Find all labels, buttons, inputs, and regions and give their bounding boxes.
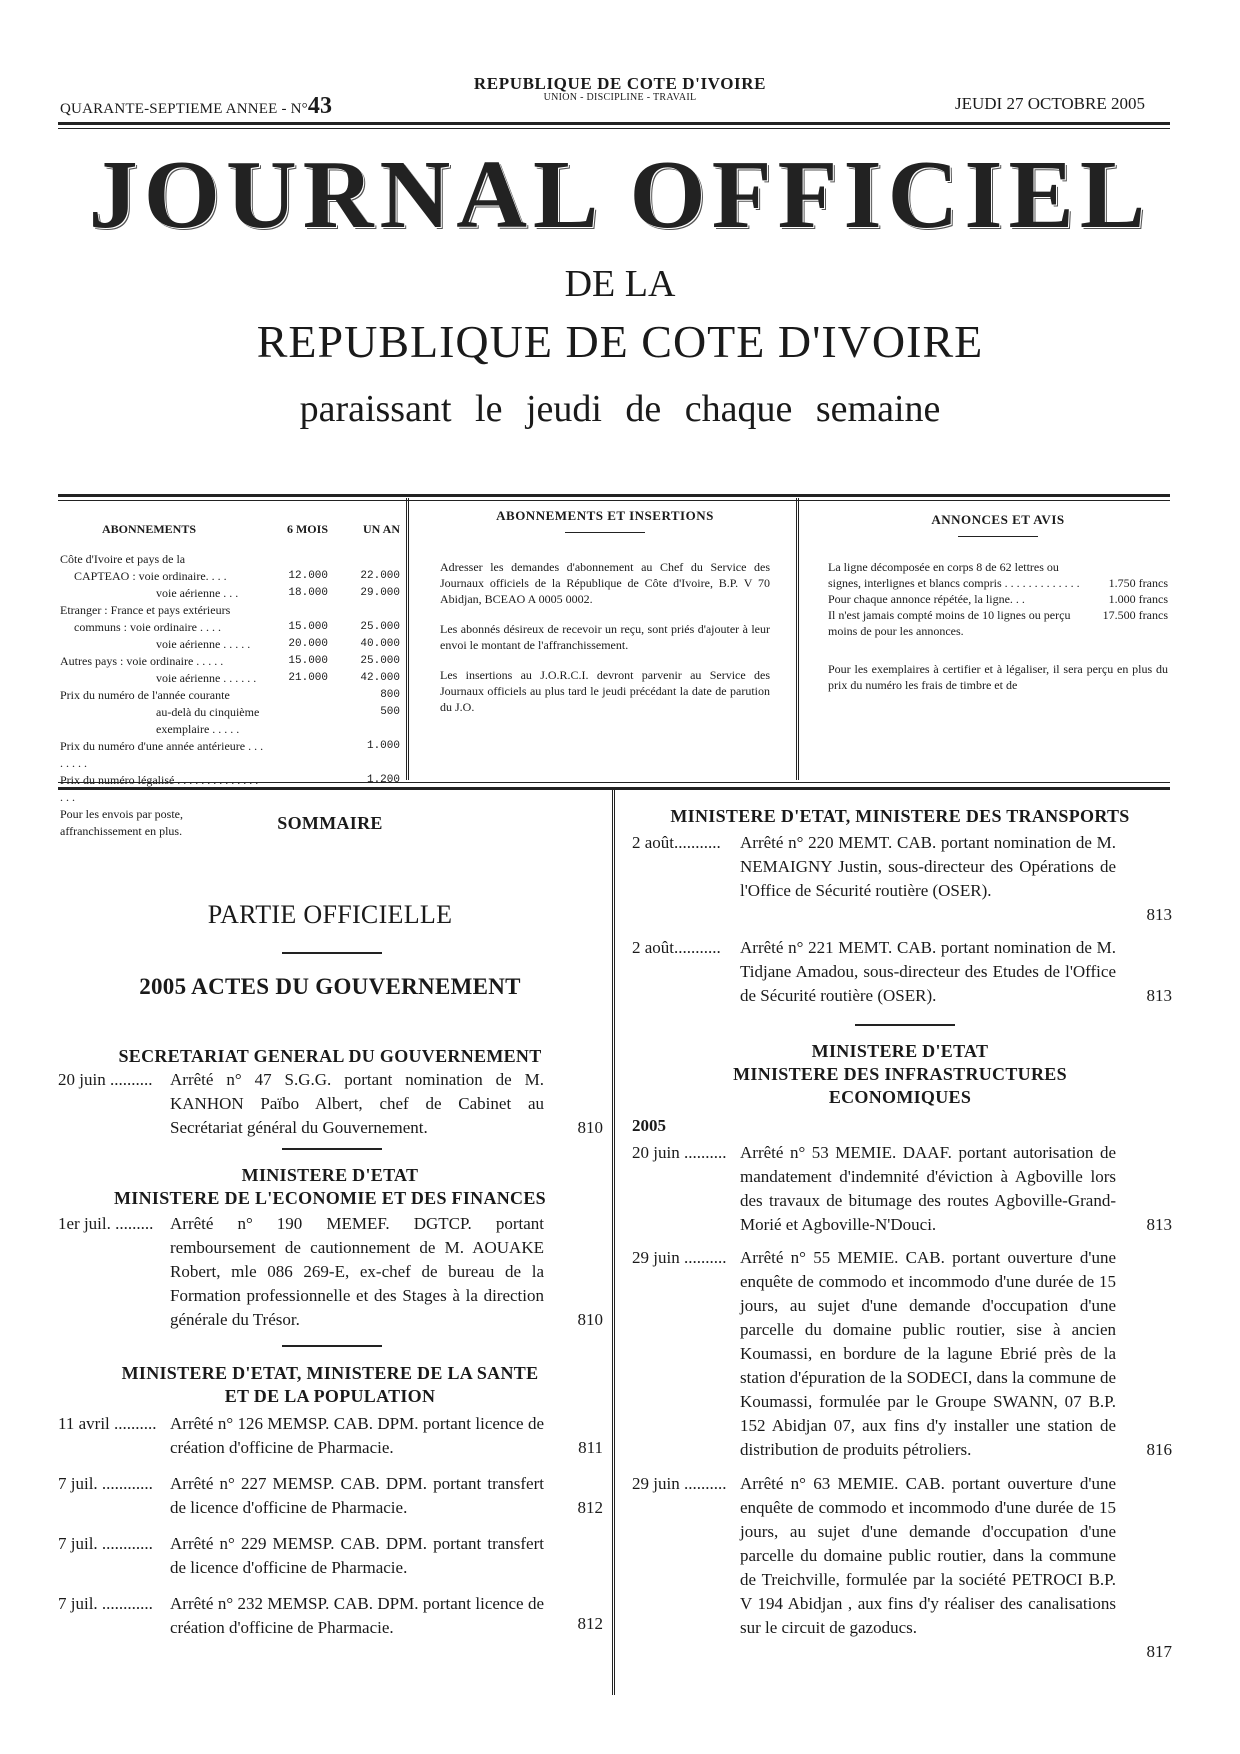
one-year-price: 1.000 — [366, 740, 400, 752]
one-year-price: 25.000 — [360, 621, 400, 633]
abonnements-row-label: voie aérienne . . . . . . — [156, 671, 257, 685]
abonnements-row — [60, 636, 400, 653]
sante-heading-1: MINISTERE D'ETAT, MINISTERE DE LA SANTE — [121, 1363, 539, 1383]
entry-date: 11 avril .......... — [58, 1414, 157, 1433]
abonnements-row — [60, 653, 400, 670]
entry-date: 7 juil. ............ — [58, 1474, 153, 1493]
entry-date: 20 juin .......... — [58, 1070, 153, 1089]
summary-entry — [632, 1141, 1172, 1237]
insertions-para-1: Adresser les demandes d'abonnement au Chef du Service des Journaux officiels de la République de Côte d'Ivoire, B.P. V 70 Abidjan, BCEAO A 0005 0002. — [440, 560, 770, 606]
entry-date: 7 juil. ............ — [58, 1594, 153, 1613]
entry-text: Arrêté n° 190 MEMEF. DGTCP. portant remboursement de cautionnement de M. AOUAKE Robert, mle 086 269-E, ex-chef de bureau de la Formation professionnelle et des Stages à la direction générale du Trésor. — [170, 1214, 544, 1329]
abonnements-row-label: Prix du numéro légalisé . . . . . . . . . . . . . . . . . — [60, 773, 259, 804]
entry-date: 7 juil. ............ — [58, 1534, 153, 1553]
summary-entry — [632, 1246, 1172, 1462]
annonces-column — [828, 508, 1168, 693]
entry-page: 813 — [1146, 986, 1172, 1005]
abonnements-row — [60, 602, 400, 619]
sommaire-heading: SOMMAIRE — [277, 813, 383, 833]
box-divider — [406, 498, 409, 780]
entry-page: 811 — [578, 1438, 603, 1457]
entry-page: 810 — [577, 1310, 603, 1329]
insertions-para-3: Les insertions au J.O.R.C.I. devront parvenir au Service des Journaux officiels au plus tard le jeudi précédant la date de parution du J.O. — [440, 668, 770, 714]
actes-heading: 2005 ACTES DU GOUVERNEMENT — [139, 974, 521, 999]
entry-text: Arrêté n° 221 MEMT. CAB. portant nomination de M. Tidjane Amadou, sous-directeur des Etudes de l'Office de Sécurité routière (OSER). — [740, 938, 1116, 1005]
abonnements-row-label: Côte d'Ivoire et pays de la — [60, 552, 186, 566]
entry-page: 810 — [577, 1118, 603, 1137]
infra-heading-3: ECONOMIQUES — [828, 1087, 972, 1107]
abonnements-header — [60, 522, 400, 537]
entry-page: 813 — [1146, 905, 1172, 924]
section-separator — [282, 1345, 382, 1347]
entry-page: 812 — [577, 1614, 603, 1633]
one-year-price — [328, 602, 400, 619]
box-top-rule — [58, 494, 1170, 497]
one-year-price: 500 — [380, 706, 400, 718]
one-year-price: 1.200 — [366, 774, 400, 786]
entry-date: 29 juin .......... — [632, 1248, 727, 1267]
section-separator — [282, 952, 382, 954]
abonnements-row-label: Autres pays : voie ordinaire . . . . . — [60, 654, 224, 668]
column-divider — [612, 790, 615, 1695]
six-months-header: 6 MOIS — [286, 522, 328, 536]
entry-page: 817 — [1146, 1642, 1172, 1661]
six-months-price: 12.000 — [288, 570, 328, 582]
summary-entry — [632, 831, 1172, 927]
insertions-title-rule — [565, 532, 645, 533]
summary-entry — [632, 1472, 1172, 1664]
six-months-price: 21.000 — [288, 672, 328, 684]
masthead-country: REPUBLIQUE DE COTE D'IVOIRE — [256, 316, 984, 367]
summary-entry — [58, 1472, 603, 1520]
insertions-para-2: Les abonnés désireux de recevoir un reçu, sont priés d'ajouter à leur envoi le montant de l'affranchissement. — [440, 622, 770, 652]
infra-heading-1: MINISTERE D'ETAT — [811, 1041, 989, 1061]
mef-heading-2: MINISTERE DE L'ECONOMIE ET DES FINANCES — [114, 1188, 546, 1208]
infra-heading-2: MINISTERE DES INFRASTRUCTURES — [733, 1064, 1067, 1084]
annonces-row — [828, 591, 1168, 607]
annonces-row — [828, 607, 1168, 639]
abonnements-row-label: Prix du numéro d'une année antérieure . . . . . . . . — [60, 739, 264, 770]
partie-officielle-heading: PARTIE OFFICIELLE — [207, 900, 453, 929]
entry-text: Arrêté n° 63 MEMIE. CAB. portant ouverture d'une enquête de commodo et incommodo d'une durée de 15 jours, au sujet d'une demande d'occupation d'une parcelle du domaine public routier, dans la commune de Treichville, formulée par la société PETROCI B.P. V 194 Abidjan , aux fins d'y réaliser des canalisations sur le circuit de gazoducs. — [740, 1474, 1116, 1637]
sgg-heading: SECRETARIAT GENERAL DU GOUVERNEMENT — [118, 1046, 542, 1066]
annonces-repeat-rate: Pour chaque annonce répétée, la ligne. . . — [828, 592, 1025, 606]
abonnements-row-label: communs : voie ordinaire . . . . — [74, 620, 221, 634]
entry-page: 816 — [1146, 1440, 1172, 1459]
national-motto: UNION - DISCIPLINE - TRAVAIL — [543, 92, 697, 103]
entry-date: 1er juil. ......... — [58, 1214, 154, 1233]
insertions-title: ABONNEMENTS ET INSERTIONS — [496, 508, 714, 523]
one-year-price: 42.000 — [360, 672, 400, 684]
box-bottom-rule-thin — [58, 782, 1170, 783]
one-year-price: 29.000 — [360, 587, 400, 599]
one-year-price: 22.000 — [360, 570, 400, 582]
summary-entry — [58, 1592, 603, 1640]
one-year-header: UN AN — [362, 522, 400, 536]
abonnements-row — [60, 568, 400, 585]
entry-text: Arrêté n° 232 MEMSP. CAB. DPM. portant licence de création d'officine de Pharmacie. — [170, 1594, 544, 1637]
one-year-price: 40.000 — [360, 638, 400, 650]
entry-page: 812 — [577, 1498, 603, 1517]
one-year-price: 25.000 — [360, 655, 400, 667]
entry-date: 29 juin .......... — [632, 1474, 727, 1493]
six-months-price: 18.000 — [288, 587, 328, 599]
abonnements-row-label: CAPTEAO : voie ordinaire. . . . — [74, 569, 227, 583]
insertions-column — [440, 508, 770, 715]
masthead-title: JOURNAL OFFICIEL — [88, 141, 1152, 249]
one-year-price — [328, 551, 400, 568]
abonnements-row — [60, 687, 400, 704]
annonces-line-rate: La ligne décomposée en corps 8 de 62 lettres ou signes, interlignes et blancs compris . . . . . . . . . . . . . — [828, 560, 1080, 590]
abonnements-row-label: Prix du numéro de l'année courante — [60, 688, 230, 702]
abonnements-row — [60, 551, 400, 568]
six-months-price — [264, 602, 328, 619]
summary-entry — [632, 936, 1172, 1008]
entry-text: Arrêté n° 55 MEMIE. CAB. portant ouverture d'une enquête de commodo et incommodo d'une durée de 15 jours, au sujet d'une demande d'occupation d'une parcelle du domaine public routier, sise à ancien Koumassi, en bordure de la lagune Ebrié près de la station d'épuration de la SODECI, dans la commune de Koumassi, formulée par le Groupe SWANN, 07 B.P. 152 Abidjan 07, aux fins d'y installer une station de distribution de produits pétroliers. — [740, 1248, 1116, 1459]
annonces-line-price: 1.750 francs — [1108, 576, 1168, 590]
six-months-price: 20.000 — [288, 638, 328, 650]
transports-heading: MINISTERE D'ETAT, MINISTERE DES TRANSPORTS — [670, 806, 1130, 826]
annonces-minimum-price: 17.500 francs — [1102, 608, 1168, 622]
summary-entry — [58, 1412, 603, 1460]
republic-name: REPUBLIQUE DE COTE D'IVOIRE — [473, 74, 767, 93]
header-rule — [58, 122, 1170, 125]
issue-number: 43 — [307, 93, 333, 119]
entry-text: Arrêté n° 47 S.G.G. portant nomination de M. KANHON Païbo Albert, chef de Cabinet au Secrétariat général du Gouvernement. — [170, 1070, 544, 1137]
entry-text: Arrêté n° 227 MEMSP. CAB. DPM. portant transfert de licence d'officine de Pharmacie. — [170, 1474, 544, 1517]
abonnements-row — [60, 619, 400, 636]
six-months-price — [264, 704, 328, 738]
issue-prefix: QUARANTE-SEPTIEME ANNEE - N° — [60, 101, 308, 117]
annonces-minimum: Il n'est jamais compté moins de 10 lignes ou perçu moins de pour les annonces. — [828, 608, 1071, 638]
entry-text: Arrêté n° 126 MEMSP. CAB. DPM. portant licence de création d'officine de Pharmacie. — [170, 1414, 544, 1457]
annonces-title-rule — [958, 536, 1038, 537]
abonnements-row-label: Pour les envois par poste, affranchissement en plus. — [60, 807, 183, 838]
entry-date: 2 août........... — [632, 938, 721, 957]
abonnements-row — [60, 585, 400, 602]
year-label: 2005 — [632, 1116, 666, 1135]
annonces-legalisation-note: Pour les exemplaires à certifier et à légaliser, il sera perçu en plus du prix du numéro les frais de timbre et de — [828, 662, 1168, 692]
sante-heading-2: ET DE LA POPULATION — [224, 1386, 436, 1406]
abonnements-row — [60, 738, 400, 772]
annonces-repeat-price: 1.000 francs — [1108, 592, 1168, 606]
header-rule-thin — [58, 128, 1170, 129]
one-year-price: 800 — [380, 689, 400, 701]
six-months-price — [264, 738, 328, 772]
entry-date: 20 juin .......... — [632, 1143, 727, 1162]
six-months-price — [264, 551, 328, 568]
entry-text: Arrêté n° 220 MEMT. CAB. portant nomination de M. NEMAIGNY Justin, sous-directeur des Opérations de l'Office de Sécurité routière (OSER). — [740, 833, 1116, 900]
six-months-price — [264, 687, 328, 704]
summary-entry — [58, 1532, 603, 1580]
abonnements-row-label: voie aérienne . . . . . — [156, 637, 251, 651]
summary-entry — [58, 1068, 603, 1140]
mef-heading-1: MINISTERE D'ETAT — [241, 1165, 419, 1185]
entry-text: Arrêté n° 53 MEMIE. DAAF. portant autorisation de mandatement d'indemnité d'éviction à Agboville lors des travaux de bitumage des routes Agboville-Grand-Morié et Agboville-N'Douci. — [740, 1143, 1116, 1234]
masthead-de-la: DE LA — [564, 263, 676, 305]
abonnements-row — [60, 670, 400, 687]
abonnements-row-label: voie aérienne . . . — [156, 586, 239, 600]
annonces-title: ANNONCES ET AVIS — [931, 512, 1065, 527]
entry-text: Arrêté n° 229 MEMSP. CAB. DPM. portant transfert de licence d'officine de Pharmacie. — [170, 1534, 544, 1577]
abonnements-row — [60, 704, 400, 738]
section-separator — [282, 1148, 382, 1150]
issue-date: JEUDI 27 OCTOBRE 2005 — [955, 94, 1145, 113]
entry-date: 2 août........... — [632, 833, 721, 852]
abonnements-title: ABONNEMENTS — [102, 522, 197, 536]
masthead-frequency: paraissant le jeudi de chaque semaine — [299, 388, 941, 430]
abonnements-row-label: Etranger : France et pays extérieurs — [60, 603, 231, 617]
abonnements-column — [60, 508, 400, 840]
issue-label — [60, 93, 332, 120]
abonnements-row-label: au-delà du cinquième exemplaire . . . . . — [156, 705, 260, 736]
six-months-price: 15.000 — [288, 655, 328, 667]
entry-page: 813 — [1146, 1215, 1172, 1234]
box-divider — [796, 498, 799, 780]
abonnements-table — [60, 551, 400, 840]
section-separator — [855, 1024, 955, 1026]
six-months-price: 15.000 — [288, 621, 328, 633]
annonces-row — [828, 559, 1168, 591]
summary-entry — [58, 1212, 603, 1332]
republic-header — [400, 74, 840, 103]
